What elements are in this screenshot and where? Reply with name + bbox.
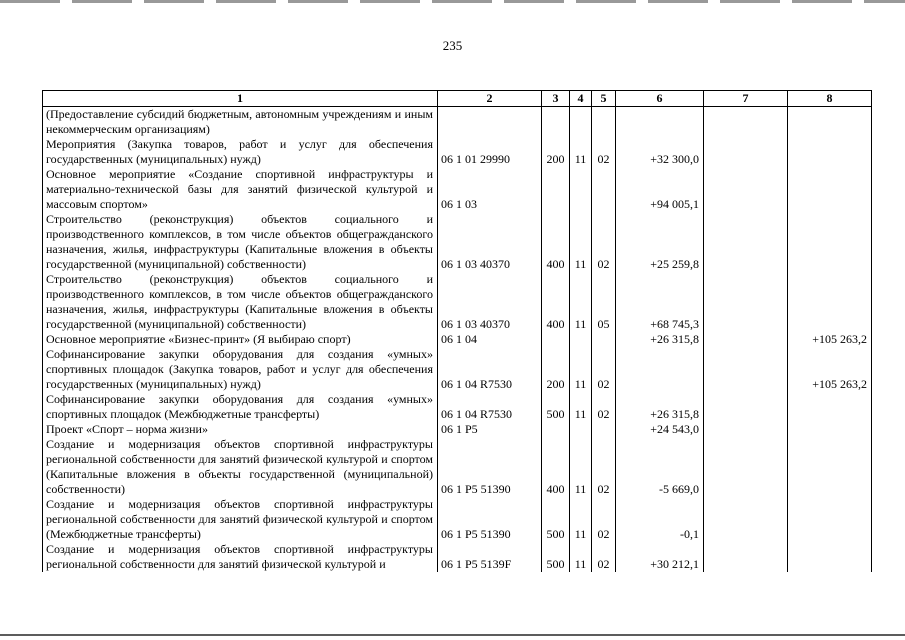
- row-name-cell: Софинансирование закупки оборудования для создания «умных» спортивных площадок (Закупка товаров, работ и услуг для обеспечения государственных (муниципальных) нужд): [43, 347, 438, 392]
- row-col7-cell: [704, 542, 788, 572]
- header-col-3: 3: [542, 91, 570, 107]
- header-col-5: 5: [592, 91, 616, 107]
- row-col4-cell: 11: [570, 392, 592, 422]
- row-col3-cell: [542, 332, 570, 347]
- row-col8-cell: +105 263,2: [788, 332, 872, 347]
- row-col6-cell: +25 259,8: [616, 212, 704, 272]
- row-col4-cell: [570, 167, 592, 212]
- row-col5-cell: [592, 422, 616, 437]
- row-col3-cell: 200: [542, 137, 570, 167]
- row-col4-cell: 11: [570, 542, 592, 572]
- table-row: [43, 332, 872, 347]
- row-col7-cell: [704, 167, 788, 212]
- row-col3-cell: 500: [542, 497, 570, 542]
- table-row: [43, 497, 872, 542]
- row-code-cell: 06 1 04: [438, 332, 542, 347]
- row-col5-cell: [592, 167, 616, 212]
- row-name-cell: Софинансирование закупки оборудования для создания «умных» спортивных площадок (Межбюджетные трансферты): [43, 392, 438, 422]
- row-col3-cell: [542, 167, 570, 212]
- row-name-cell: Строительство (реконструкция) объектов социального и производственного комплексов, в том числе объектов общегражданского назначения, жилья, инфраструктуры (Капитальные вложения в объекты государственной (муниципальной) собственности): [43, 272, 438, 332]
- row-col5-cell: [592, 107, 616, 138]
- row-code-cell: 06 1 03: [438, 167, 542, 212]
- row-col4-cell: 11: [570, 272, 592, 332]
- row-code-cell: 06 1 04 R7530: [438, 392, 542, 422]
- row-col5-cell: 02: [592, 212, 616, 272]
- row-col3-cell: 500: [542, 542, 570, 572]
- row-col8-cell: [788, 422, 872, 437]
- row-col7-cell: [704, 272, 788, 332]
- row-col7-cell: [704, 332, 788, 347]
- row-name-cell: Создание и модернизация объектов спортивной инфраструктуры региональной собственности для занятий физической культурой и: [43, 542, 438, 572]
- row-col3-cell: [542, 107, 570, 138]
- row-col8-cell: [788, 437, 872, 497]
- row-col4-cell: 11: [570, 347, 592, 392]
- row-code-cell: [438, 107, 542, 138]
- row-code-cell: 06 1 03 40370: [438, 212, 542, 272]
- row-col8-cell: [788, 272, 872, 332]
- row-col8-cell: [788, 212, 872, 272]
- row-col7-cell: [704, 107, 788, 138]
- page-number: 235: [442, 38, 463, 53]
- row-name-cell: Основное мероприятие «Бизнес-принт» (Я выбираю спорт): [43, 332, 438, 347]
- row-col6-cell: +24 543,0: [616, 422, 704, 437]
- row-col6-cell: [616, 347, 704, 392]
- row-col5-cell: 05: [592, 272, 616, 332]
- row-col6-cell: +32 300,0: [616, 137, 704, 167]
- row-col6-cell: -5 669,0: [616, 437, 704, 497]
- row-code-cell: 06 1 01 29990: [438, 137, 542, 167]
- row-col3-cell: 400: [542, 437, 570, 497]
- row-col5-cell: 02: [592, 497, 616, 542]
- row-col4-cell: 11: [570, 497, 592, 542]
- row-col4-cell: [570, 107, 592, 138]
- row-col4-cell: 11: [570, 137, 592, 167]
- row-col5-cell: [592, 332, 616, 347]
- table-row: [43, 107, 872, 138]
- row-col5-cell: 02: [592, 542, 616, 572]
- scan-bottom-edge: [0, 634, 905, 636]
- row-name-cell: (Предоставление субсидий бюджетным, автономным учреждениям и иным некоммерческим организациям): [43, 107, 438, 138]
- row-col3-cell: [542, 422, 570, 437]
- row-col6-cell: +68 745,3: [616, 272, 704, 332]
- header-col-1: 1: [43, 91, 438, 107]
- row-col8-cell: [788, 542, 872, 572]
- table-row: [43, 167, 872, 212]
- row-col5-cell: 02: [592, 137, 616, 167]
- row-code-cell: 06 1 P5: [438, 422, 542, 437]
- table-row: [43, 347, 872, 392]
- row-col3-cell: 500: [542, 392, 570, 422]
- row-col3-cell: 400: [542, 212, 570, 272]
- row-col6-cell: +30 212,1: [616, 542, 704, 572]
- header-col-4: 4: [570, 91, 592, 107]
- row-code-cell: 06 1 P5 51390: [438, 437, 542, 497]
- row-col8-cell: +105 263,2: [788, 347, 872, 392]
- row-col7-cell: [704, 497, 788, 542]
- row-name-cell: Строительство (реконструкция) объектов социального и производственного комплексов, в том числе объектов общегражданского назначения, жилья, инфраструктуры (Капитальные вложения в объекты государственной (муниципальной) собственности): [43, 212, 438, 272]
- row-col7-cell: [704, 347, 788, 392]
- table-row: [43, 392, 872, 422]
- table-row: [43, 437, 872, 497]
- row-col3-cell: 400: [542, 272, 570, 332]
- row-name-cell: Мероприятия (Закупка товаров, работ и услуг для обеспечения государственных (муниципальных) нужд): [43, 137, 438, 167]
- row-name-cell: Создание и модернизация объектов спортивной инфраструктуры региональной собственности для занятий физической культурой и спортом (Капитальные вложения в объекты государственной (муниципальной) собственности): [43, 437, 438, 497]
- row-col5-cell: 02: [592, 392, 616, 422]
- row-col6-cell: +26 315,8: [616, 392, 704, 422]
- row-col3-cell: 200: [542, 347, 570, 392]
- table-row: [43, 137, 872, 167]
- table-header-row: [43, 91, 872, 107]
- row-col6-cell: -0,1: [616, 497, 704, 542]
- scan-top-edge: [0, 0, 905, 3]
- table-row: [43, 542, 872, 572]
- row-col6-cell: +26 315,8: [616, 332, 704, 347]
- row-col6-cell: [616, 107, 704, 138]
- budget-table: [42, 90, 872, 572]
- row-code-cell: 06 1 04 R7530: [438, 347, 542, 392]
- row-col8-cell: [788, 137, 872, 167]
- row-col5-cell: 02: [592, 437, 616, 497]
- header-col-2: 2: [438, 91, 542, 107]
- table-row: [43, 422, 872, 437]
- row-col8-cell: [788, 497, 872, 542]
- row-col4-cell: [570, 422, 592, 437]
- row-col5-cell: 02: [592, 347, 616, 392]
- row-col6-cell: +94 005,1: [616, 167, 704, 212]
- row-col7-cell: [704, 137, 788, 167]
- row-col7-cell: [704, 392, 788, 422]
- row-col4-cell: 11: [570, 437, 592, 497]
- header-col-8: 8: [788, 91, 872, 107]
- row-name-cell: Создание и модернизация объектов спортивной инфраструктуры региональной собственности для занятий физической культурой и спортом (Межбюджетные трансферты): [43, 497, 438, 542]
- row-col8-cell: [788, 107, 872, 138]
- row-code-cell: 06 1 03 40370: [438, 272, 542, 332]
- row-col7-cell: [704, 422, 788, 437]
- table-row: [43, 272, 872, 332]
- row-code-cell: 06 1 P5 51390: [438, 497, 542, 542]
- row-name-cell: Проект «Спорт – норма жизни»: [43, 422, 438, 437]
- header-col-7: 7: [704, 91, 788, 107]
- row-col4-cell: [570, 332, 592, 347]
- row-col7-cell: [704, 437, 788, 497]
- table-row: [43, 212, 872, 272]
- row-col8-cell: [788, 167, 872, 212]
- row-name-cell: Основное мероприятие «Создание спортивной инфраструктуры и материально-технической базы для занятий физической культурой и массовым спортом»: [43, 167, 438, 212]
- row-col7-cell: [704, 212, 788, 272]
- row-col8-cell: [788, 392, 872, 422]
- row-col4-cell: 11: [570, 212, 592, 272]
- row-code-cell: 06 1 P5 5139F: [438, 542, 542, 572]
- header-col-6: 6: [616, 91, 704, 107]
